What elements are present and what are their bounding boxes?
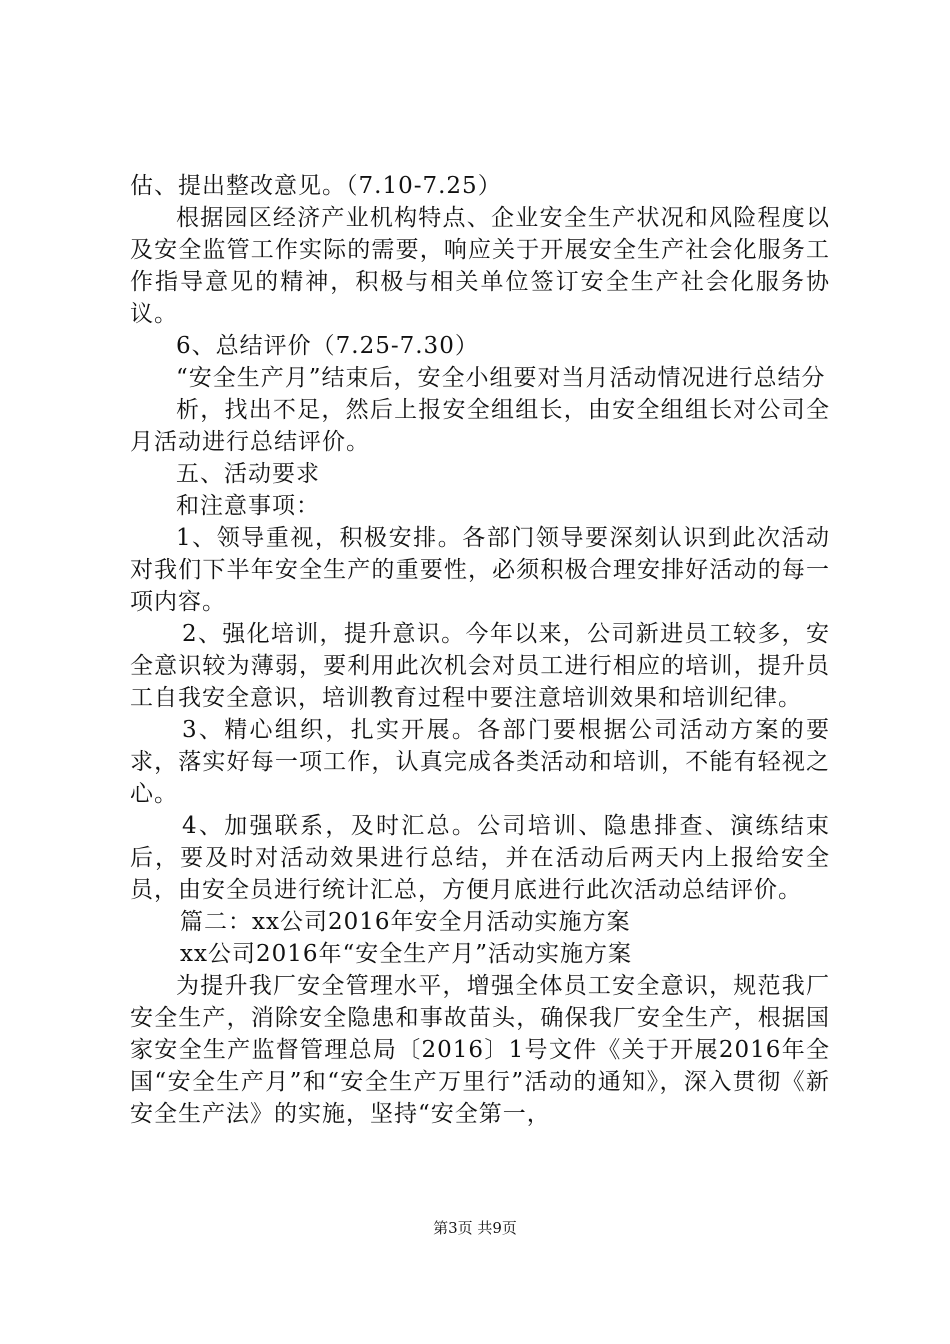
article-subtitle: xx公司2016年“安全生产月”活动实施方案 — [180, 941, 632, 967]
section-heading: 五、活动要求 — [176, 461, 320, 487]
paragraph: 和注意事项： — [176, 493, 320, 519]
document-body — [130, 170, 830, 1130]
list-item: 3、精心组织，扎实开展。各部门要根据公司活动方案的要求，落实好每一项工作，认真完成各类活动和培训，不能有轻视之心。 — [130, 717, 830, 807]
article-title: 篇二：xx公司2016年安全月活动实施方案 — [180, 909, 631, 935]
list-item: 1、领导重视，积极安排。各部门领导要深刻认识到此次活动对我们下半年安全生产的重要性，必须积极合理安排好活动的每一项内容。 — [130, 525, 830, 615]
page-number: 第3页 共9页 — [433, 1219, 517, 1237]
paragraph: 根据园区经济产业机构特点、企业安全生产状况和风险程度以及安全监管工作实际的需要，响应关于开展安全生产社会化服务工作指导意见的精神，积极与相关单位签订安全生产社会化服务协议。 — [130, 205, 830, 327]
list-item: 4、加强联系，及时汇总。公司培训、隐患排查、演练结束后，要及时对活动效果进行总结，并在活动后两天内上报给安全员，由安全员进行统计汇总，方便月底进行此次活动总结评价。 — [130, 813, 830, 903]
list-item: 2、强化培训，提升意识。今年以来，公司新进员工较多，安全意识较为薄弱，要利用此次机会对员工进行相应的培训，提升员工自我安全意识，培训教育过程中要注意培训效果和培训纪律。 — [130, 621, 830, 711]
paragraph: “安全生产月”结束后，安全小组要对当月活动情况进行总结分 — [176, 365, 826, 391]
section-heading: 6、总结评价（7.25-7.30） — [176, 333, 479, 359]
paragraph: 为提升我厂安全管理水平，增强全体员工安全意识，规范我厂安全生产，消除安全隐患和事故苗头，确保我厂安全生产，根据国家安全生产监督管理总局〔2016〕1号文件《关于开展2016年全国“安全生产月”和“安全生产万里行”活动的通知》，深入贯彻《新安全生产法》的实施，坚持“安全第一， — [130, 973, 830, 1127]
paragraph: 析，找出不足，然后上报安全组组长，由安全组组长对公司全月活动进行总结评价。 — [130, 397, 830, 455]
paragraph: 估、提出整改意见。（7.10-7.25） — [130, 173, 502, 199]
